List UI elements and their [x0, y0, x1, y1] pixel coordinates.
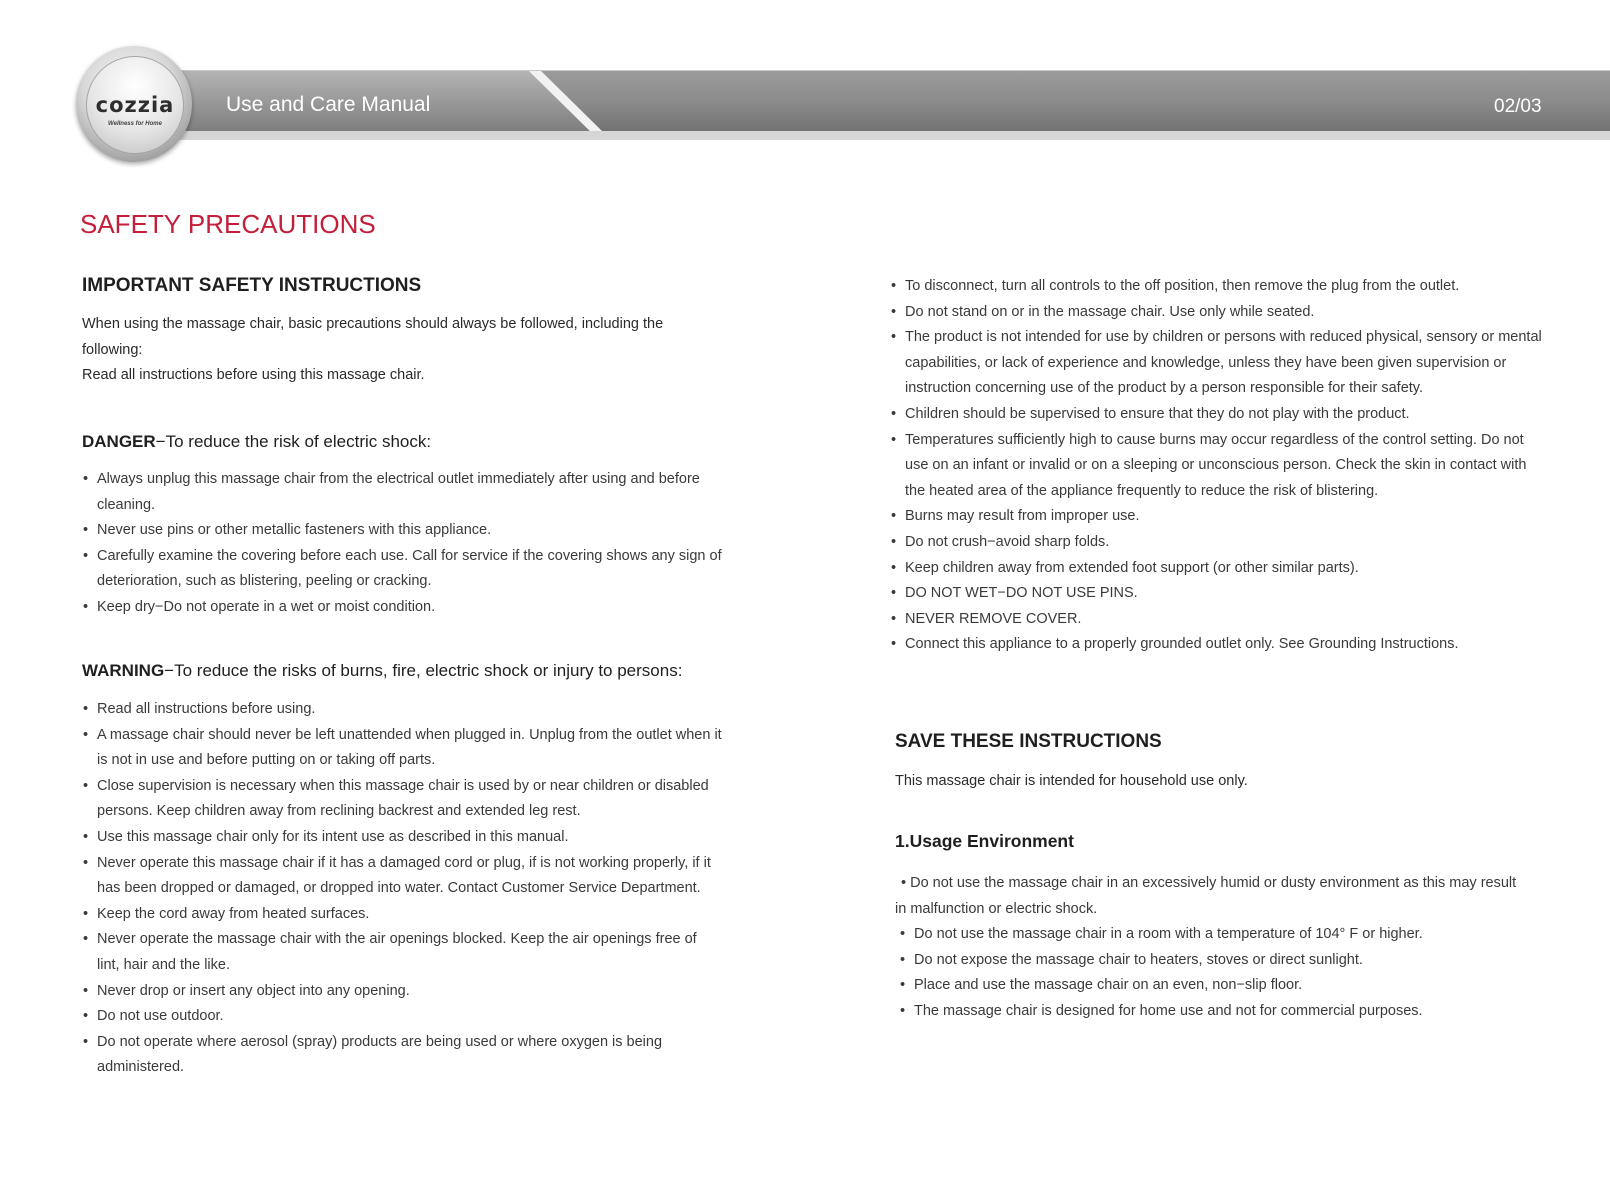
list-item: • Keep children away from extended foot support (or other similar parts).	[890, 556, 1550, 582]
list-item: • Children should be supervised to ensure that they do not play with the product.	[890, 402, 1550, 428]
warning-label: WARNING	[82, 661, 165, 680]
section-title: SAFETY PRECAUTIONS	[80, 209, 376, 239]
list-item: • Do not crush−avoid sharp folds.	[890, 530, 1550, 556]
warning-text: To reduce the risks of burns, fire, electric shock or injury to persons:	[174, 661, 683, 680]
page-number: 02/03	[1494, 96, 1542, 117]
list-item: • A massage chair should never be left unattended when plugged in. Unplug from the outlet when it is not in use and before putting on or taking off parts.	[82, 723, 722, 774]
usage-list	[895, 922, 1545, 1024]
warning-heading	[82, 661, 682, 681]
logo-tagline: Wellness for Home	[108, 121, 162, 127]
list-item: • The massage chair is designed for home use and not for commercial purposes.	[895, 999, 1545, 1025]
save-heading: SAVE THESE INSTRUCTIONS	[895, 731, 1162, 752]
danger-list	[82, 467, 722, 621]
header-banner	[0, 0, 1610, 170]
list-item: • Do not use outdoor.	[82, 1004, 722, 1030]
list-item: • Never drop or insert any object into any opening.	[82, 979, 722, 1005]
list-item: • Burns may result from improper use.	[890, 504, 1550, 530]
important-intro: When using the massage chair, basic precautions should always be followed, including the following:	[82, 316, 664, 358]
list-item: • Do not use the massage chair in a room with a temperature of 104° F or higher.	[895, 922, 1545, 948]
danger-text: To reduce the risk of electric shock:	[165, 432, 432, 451]
list-item: • Never use pins or other metallic fasteners with this appliance.	[82, 518, 722, 544]
important-heading: IMPORTANT SAFETY INSTRUCTIONS	[82, 275, 422, 296]
list-item: • Temperatures sufficiently high to cause burns may occur regardless of the control setting. Do not use on an infant or invalid or on a sleeping or unconscious person. Check the skin in contact with the heated area of the appliance frequently to reduce the risk of blistering.	[890, 428, 1550, 505]
list-item: • Place and use the massage chair on an even, non−slip floor.	[895, 973, 1545, 999]
list-item: • DO NOT WET−DO NOT USE PINS.	[890, 581, 1550, 607]
usage-heading: 1.Usage Environment	[895, 831, 1074, 851]
warning-dash: −	[164, 661, 175, 680]
danger-label: DANGER	[82, 432, 156, 451]
list-item: • Carefully examine the covering before each use. Call for service if the covering shows any sign of deterioration, such as blistering, peeling or cracking.	[82, 544, 722, 595]
list-item: • To disconnect, turn all controls to the off position, then remove the plug from the outlet.	[890, 274, 1550, 300]
list-item: • Connect this appliance to a properly grounded outlet only. See Grounding Instructions.	[890, 632, 1550, 658]
logo-badge	[86, 56, 184, 154]
save-text: This massage chair is intended for household use only.	[895, 773, 1248, 789]
list-item: • Read all instructions before using.	[82, 697, 722, 723]
manual-title: Use and Care Manual	[226, 93, 431, 116]
danger-heading	[82, 432, 431, 452]
list-item: • Never operate the massage chair with the air openings blocked. Keep the air openings free of lint, hair and the like.	[82, 927, 722, 978]
bullet-glyph: •	[901, 875, 911, 891]
list-item: • Do not stand on or in the massage chair. Use only while seated.	[890, 300, 1550, 326]
usage-first-item	[895, 871, 1520, 922]
list-item: • Always unplug this massage chair from the electrical outlet immediately after using and before cleaning.	[82, 467, 722, 518]
list-item: • Use this massage chair only for its intent use as described in this manual.	[82, 825, 722, 851]
warning-list	[82, 697, 722, 1081]
list-item: • Keep dry−Do not operate in a wet or moist condition.	[82, 595, 722, 621]
list-item: • The product is not intended for use by children or persons with reduced physical, sensory or mental capabilities, or lack of experience and knowledge, unless they have been given supervision or instruction concerning use of the product by a person responsible for their safety.	[890, 325, 1550, 402]
list-item: • Do not expose the massage chair to heaters, stoves or direct sunlight.	[895, 948, 1545, 974]
list-item: • Never operate this massage chair if it has a damaged cord or plug, if is not working properly, if it has been dropped or damaged, or dropped into water. Contact Customer Service Department.	[82, 851, 722, 902]
usage-first-item-text: Do not use the massage chair in an excessively humid or dusty environment as this may result in malfunction or electric shock.	[895, 875, 1517, 917]
list-item: • NEVER REMOVE COVER.	[890, 607, 1550, 633]
header-ribbon	[0, 0, 1610, 170]
logo-wordmark: cozzia	[95, 93, 175, 117]
list-item: • Keep the cord away from heated surfaces.	[82, 902, 722, 928]
important-intro-read: Read all instructions before using this massage chair.	[82, 367, 425, 383]
list-item: • Close supervision is necessary when this massage chair is used by or near children or disabled persons. Keep children away from reclining backrest and extended leg rest.	[82, 774, 722, 825]
list-item: • Do not operate where aerosol (spray) products are being used or where oxygen is being administered.	[82, 1030, 722, 1081]
general-safety-list	[890, 274, 1550, 658]
cozzia-logo	[76, 46, 192, 162]
danger-dash: −	[155, 432, 166, 451]
